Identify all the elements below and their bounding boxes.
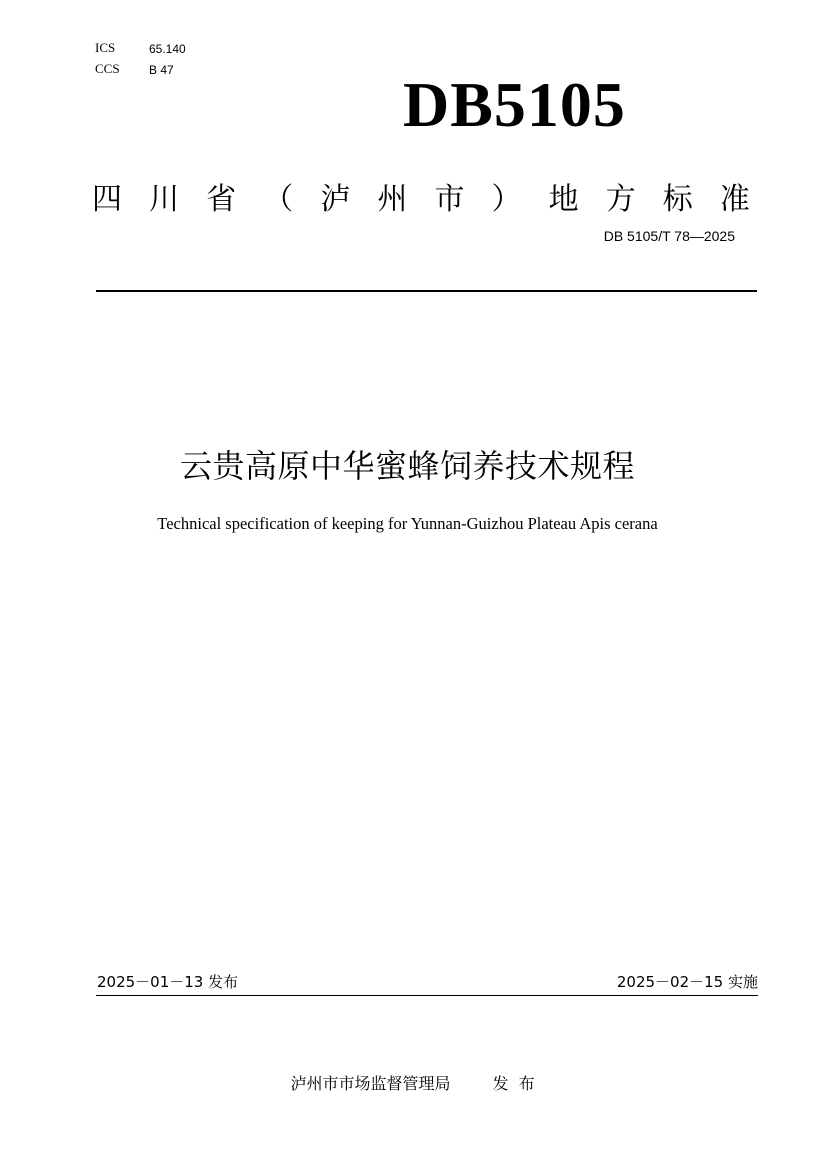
standard-type-char: 市	[434, 182, 465, 217]
standard-type-char: 地	[548, 182, 579, 217]
issuer-action: 发 布	[492, 1074, 535, 1093]
standard-number: DB 5105/T 78—2025	[603, 228, 735, 244]
standard-type-char: 方	[605, 182, 636, 217]
ccs-label: CCS	[95, 61, 120, 76]
ccs-value: B 47	[149, 63, 174, 77]
standard-type-char: ）	[491, 182, 522, 217]
standard-type-char: 泸	[320, 182, 351, 217]
header-divider	[96, 290, 757, 292]
standard-type-char: 州	[377, 182, 408, 217]
implementation-date: 2025－02－15 实施	[616, 973, 758, 991]
standard-type-char: 四	[92, 182, 122, 217]
release-date: 2025－01－13 发布	[97, 973, 239, 991]
issuer-name: 泸州市市场监督管理局	[290, 1074, 451, 1093]
ics-value: 65.140	[149, 42, 186, 56]
standard-type-char: 川	[149, 182, 180, 217]
standard-type-char: 标	[662, 182, 693, 217]
standard-type-char: 省	[206, 182, 237, 217]
standard-code: DB5105	[403, 69, 626, 140]
title-chinese: 云贵高原中华蜜蜂饲养技术规程	[179, 447, 635, 485]
issuer-line	[0, 1054, 815, 1094]
footer-divider	[96, 995, 758, 996]
title-english: Technical specification of keeping for Yunnan-Guizhou Plateau Apis cerana	[157, 514, 658, 533]
ics-label: ICS	[95, 40, 116, 55]
standard-type-char: 准	[719, 182, 750, 217]
standard-type	[92, 182, 750, 218]
standard-type-char: （	[263, 182, 294, 217]
